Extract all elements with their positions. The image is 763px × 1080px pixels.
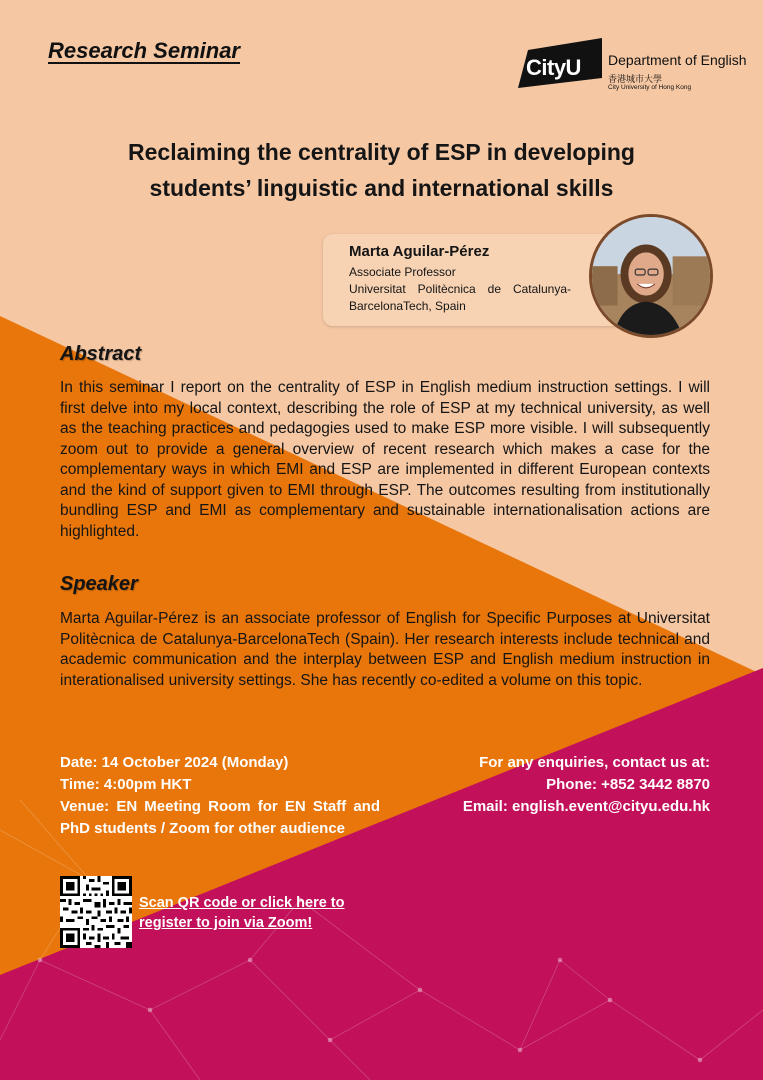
- event-time: Time: 4:00pm HKT: [60, 776, 192, 793]
- registration-qr-code[interactable]: [60, 876, 132, 948]
- speaker-name: Marta Aguilar-Pérez: [349, 243, 490, 260]
- event-venue: Venue: EN Meeting Room for EN Staff and PhD students / Zoom for other audience: [60, 798, 380, 837]
- series-label: Research Seminar: [48, 38, 240, 63]
- contact-email[interactable]: Email: english.event@cityu.edu.hk: [462, 798, 710, 815]
- qr-code-icon: [60, 876, 132, 948]
- speaker-photo: [589, 214, 713, 338]
- department-name: Department of English: [608, 52, 747, 68]
- event-details: [60, 752, 380, 840]
- university-name-english: City University of Hong Kong: [608, 84, 692, 91]
- speaker-card: [323, 234, 623, 326]
- contact-intro: For any enquiries, contact us at:: [479, 754, 710, 771]
- event-date: Date: 14 October 2024 (Monday): [60, 754, 289, 771]
- zoom-registration-link[interactable]: Scan QR code or click here to register to join via Zoom!: [139, 895, 345, 931]
- abstract-heading: Abstract: [60, 343, 142, 365]
- contact-phone: Phone: +852 3442 8870: [546, 776, 710, 793]
- seminar-title-line-1: Reclaiming the centrality of ESP in developing: [128, 139, 635, 165]
- university-name-chinese: 香港城市大學: [608, 74, 663, 84]
- speaker-bio-text: Marta Aguilar-Pérez is an associate professor of English for Specific Purposes at Universitat Politècnica de Catalunya-BarcelonaTech (Spain). Her research interests include technical and academic communication and the interplay between ESP and English medium instruction in interationalised university settings. She has recently co-edited a volume on this topic.: [60, 610, 710, 689]
- speaker-portrait-icon: [592, 217, 710, 335]
- abstract-text: In this seminar I report on the centrality of ESP in English medium instruction settings. I will first delve into my local context, describing the role of ESP at my technical university, as well as the teaching practices and pedagogies used to make ESP more visible. I will subsequently zoom out to provide a general overview of recent research which makes a case for the complementary ways in which EMI and ESP are implemented in different European contexts and the kind of support given to EMI through ESP. The outcomes resulting from institutionally bundling ESP and EMI as complementary and sustainable internationalisation actions are highlighted.: [60, 379, 710, 540]
- logo-wordmark: CityU: [526, 55, 581, 80]
- cityu-logo: [518, 38, 747, 96]
- seminar-title-line-2: students’ linguistic and international skills: [149, 175, 614, 201]
- speaker-affiliation: Universitat Politècnica de Catalunya-BarcelonaTech, Spain: [349, 282, 571, 313]
- speaker-heading: Speaker: [60, 573, 138, 595]
- seminar-title: [60, 134, 703, 206]
- speaker-role: Associate Professor: [349, 265, 456, 279]
- contact-details: [400, 752, 710, 818]
